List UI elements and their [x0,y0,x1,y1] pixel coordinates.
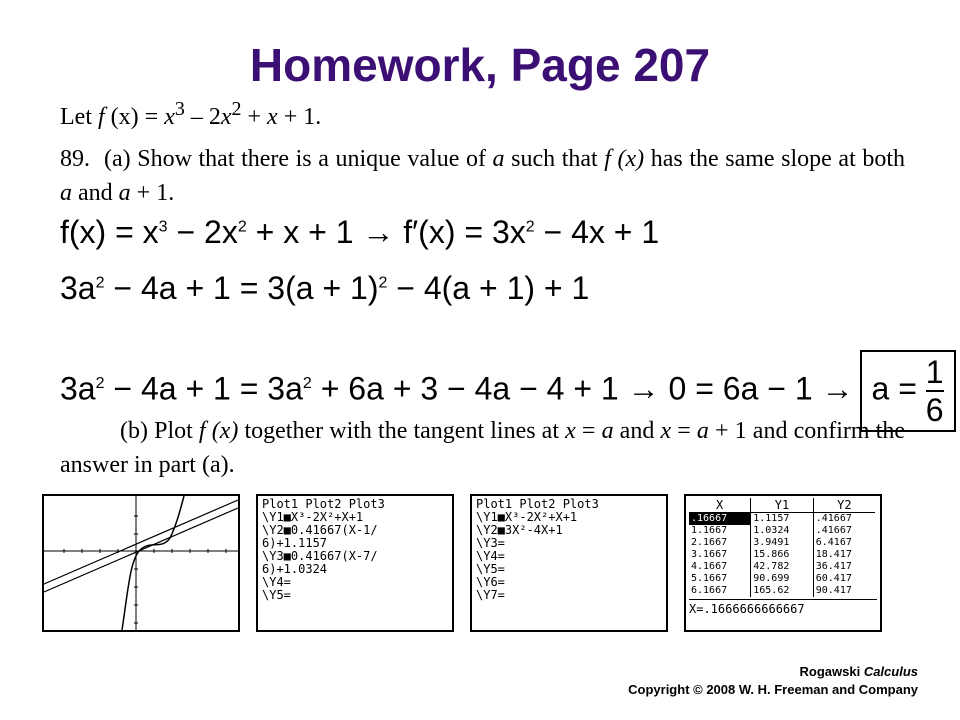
table-cell: .16667 [689,513,751,526]
answer-denominator: 6 [925,392,944,428]
problem-text-3: has the same slope at both [644,146,905,172]
eq1-part-a: f(x) = x [60,214,159,250]
partb-a1: a [601,418,614,444]
table-cell: 1.1667 [691,525,728,536]
intro-p1: 3 [174,98,185,120]
problem-var-a2: a [60,180,72,206]
table-row [689,513,875,526]
eq2-part-a: 3a [60,270,96,306]
table-header: X [689,498,751,513]
table-row [689,585,875,597]
credit-copyright: Copyright © 2008 W. H. Freeman and Company [628,682,918,697]
problem-var-a1: a [492,146,505,172]
table-header: Y1 [751,498,814,513]
table-cell: 2.1667 [691,537,728,548]
intro-tail: + 1. [277,104,322,130]
table-cell: 3.1667 [691,549,728,560]
credit-author: Rogawski [799,664,864,679]
value-table [689,498,875,597]
table-cell: 4.1667 [691,561,728,572]
eq3-exp1: 2 [95,374,105,392]
eq3-part-a: 3a [60,370,96,407]
problem-fx: f (x) [604,146,645,172]
table-cell: 3.9491 [751,537,814,549]
intro-p2: 2 [231,98,242,120]
table-cell: 6.1667 [691,585,728,596]
partb-x1: x [565,418,576,444]
partb-text-1: (b) Plot [120,418,199,444]
table-row [689,561,875,573]
credit-book [800,664,918,679]
problem-text-4: and [72,180,119,206]
partb-text-5: = [671,418,697,444]
eq3-exp2: 2 [302,374,312,392]
partb-text-4: and [613,418,661,444]
calculator-table-screen [684,494,882,632]
table-cell: 165.62 [751,585,814,597]
y-editor-text: Plot1 Plot2 Plot3 \Y1■X³-2X²+X+1 \Y2■3X²-4X+1 \Y3= \Y4= \Y5= \Y6= \Y7= [476,497,599,602]
table-row [689,549,875,561]
partb-x2: x [660,418,672,444]
eq2-exp1: 2 [95,274,105,292]
credit-title: Calculus [863,664,918,679]
table-footer: X=.1666666666667 [689,599,877,616]
eq1-part-c: + x + 1 → f′(x) = 3x [246,214,526,250]
problem-89a [60,142,905,210]
table-row [689,537,875,549]
intro-m: – 2 [184,104,221,130]
problem-text-1: (a) Show that there is a unique value of [104,146,493,172]
eq3-part-b: − 4a + 1 = 3a [104,370,303,407]
axis-ticks [64,516,226,623]
calculator-y-editor-derivative [470,494,668,632]
intro-lead: Let [60,104,98,130]
partb-text-2: together with the tangent lines at [238,418,566,444]
table-cell: 60.417 [813,573,875,585]
table-cell: 18.417 [813,549,875,561]
partb-a2: a [696,418,709,444]
table-cell: .41667 [813,525,875,537]
problem-text-2: such that [504,146,605,172]
table-header: Y2 [813,498,875,513]
table-cell: .41667 [813,513,875,526]
y-editor-text: Plot1 Plot2 Plot3 \Y1■X³-2X²+X+1 \Y2■0.41667(X-1/ 6)+1.1157 \Y3■0.41667(X-7/ 6)+1.0324 \Y4= \Y5= [262,497,385,602]
intro-pl: + [241,104,268,130]
calculator-y-editor-tangents [256,494,454,632]
table-row [689,573,875,585]
eq1-exp3: 2 [525,218,535,236]
problem-89b [60,414,905,482]
intro-x3: x [267,104,278,130]
eq2-part-b: − 4a + 1 = 3(a + 1) [104,270,379,306]
equation-slopes-equal [60,270,589,307]
tangent-line-a [44,500,238,584]
eq1-part-b: − 2x [167,214,238,250]
table-cell: 1.1157 [751,513,814,526]
calculator-graph-screen [42,494,240,632]
answer-fraction [926,354,944,428]
eq1-part-d: − 4x + 1 [534,214,660,250]
table-cell: 15.866 [751,549,814,561]
table-cell: 36.417 [813,561,875,573]
problem-var-a3: a [118,180,131,206]
partb-fx: f (x) [198,418,239,444]
partb-text-3: = [575,418,602,444]
answer-var: a = [871,370,917,407]
function-definition [60,98,321,131]
answer-numerator: 1 [925,354,944,390]
table-cell: 90.417 [813,585,875,597]
graph-plot [44,496,238,630]
tangent-line-a-plus-1 [44,508,238,592]
table-cell: 1.0324 [751,525,814,537]
table-cell: 5.1667 [691,573,728,584]
equation-derivative [60,214,659,251]
eq1-exp1: 3 [158,218,168,236]
partb-text-6: + 1 and confirm the answer in part (a). [60,418,905,478]
table-cell: 6.4167 [813,537,875,549]
intro-arg: (x) = [104,104,165,130]
eq3-part-c: + 6a + 3 − 4a − 4 + 1 → 0 = 6a − 1 → [311,370,854,407]
table-cell: 42.782 [751,561,814,573]
eq2-part-c: − 4(a + 1) + 1 [387,270,590,306]
problem-number: 89. [60,146,90,172]
slide-title: Homework, Page 207 [249,39,711,91]
problem-text-5: + 1. [130,180,175,206]
intro-x2: x [220,104,232,130]
eq1-exp2: 2 [237,218,247,236]
intro-x1: x [164,104,175,130]
intro-f: f [97,104,105,130]
table-row [689,525,875,537]
table-cell: 90.699 [751,573,814,585]
function-curve [122,496,184,630]
eq2-exp2: 2 [378,274,388,292]
